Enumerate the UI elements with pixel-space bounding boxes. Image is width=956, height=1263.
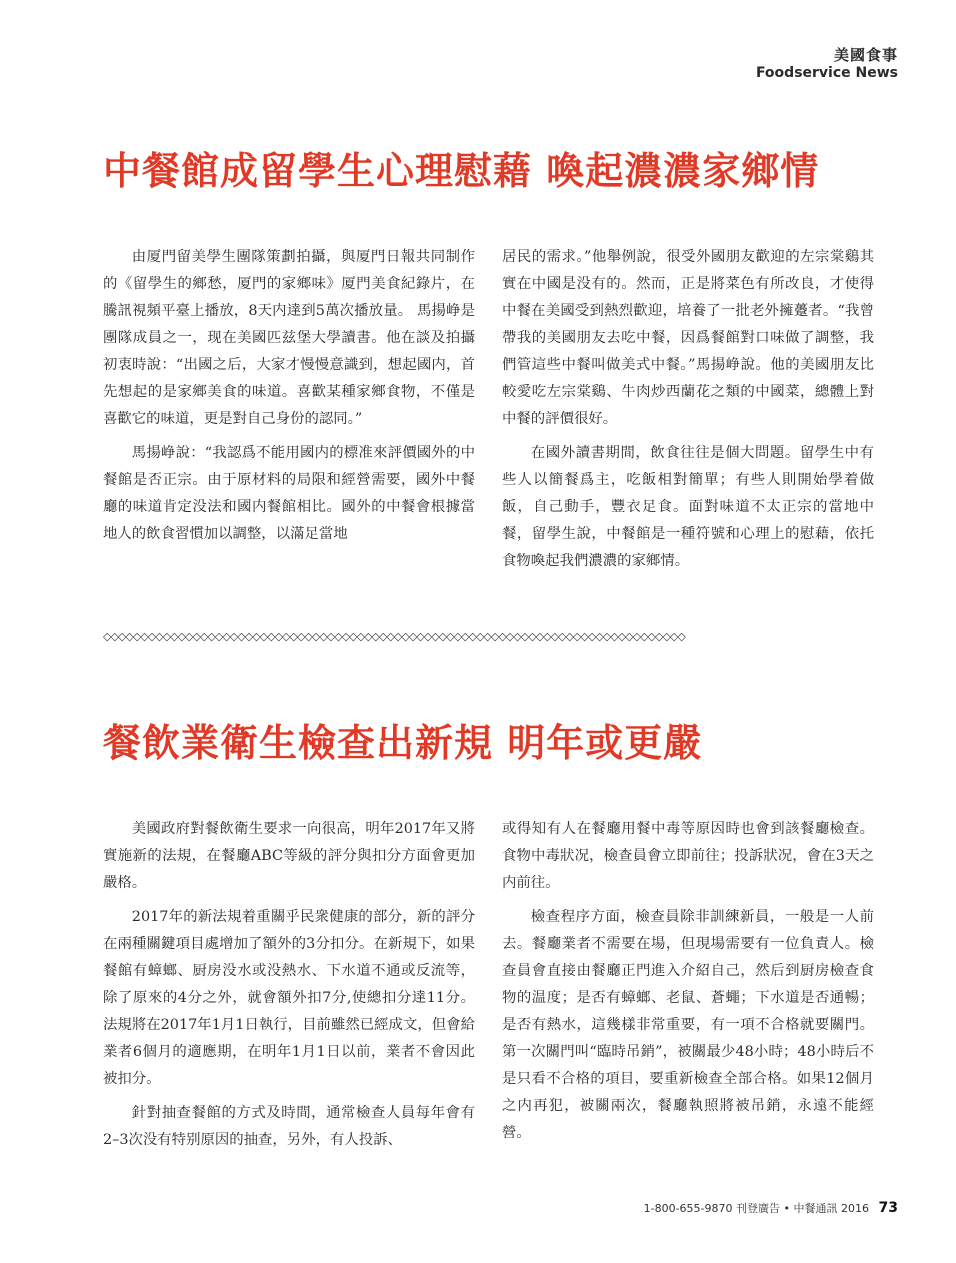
page-footer	[644, 1200, 898, 1216]
article-1-right-column	[502, 244, 874, 575]
page-number: 73	[878, 1200, 898, 1216]
diamond-divider: ◇◇◇◇◇◇◇◇◇◇◇◇◇◇◇◇◇◇◇◇◇◇◇◇◇◇◇◇◇◇◇◇◇◇◇◇◇◇◇◇◇◇◇◇◇◇◇◇◇◇◇◇◇◇◇◇◇◇◇◇◇◇◇◇◇◇◇◇◇◇◇◇◇◇◇◇◇◇	[103, 630, 685, 643]
article-2-left-column	[103, 816, 475, 1154]
article-1-left-column	[103, 244, 475, 548]
paragraph: 居民的需求。”他舉例說，很受外國朋友歡迎的左宗棠鷄其實在中國是没有的。然而，正是將菜色有所改良，才使得中餐在美國受到熱烈歡迎，培養了一批老外擁躉者。“我曾帶我的美國朋友去吃中餐，因爲餐館對口味做了調整，我們管這些中餐叫做美式中餐。”馬揚峥說。他的美國朋友比較愛吃左宗棠鷄、牛肉炒西蘭花之類的中國菜，總體上對中餐的評價很好。	[502, 249, 874, 427]
paragraph: 2017年的新法規着重關乎民衆健康的部分，新的評分在兩種關鍵項目處增加了額外的3分扣分。在新規下，如果餐館有蟑螂、厨房没水或没熱水、下水道不通或反流等，除了原來的4分之外，就會額外扣7分,使總扣分達11分。法規將在2017年1月1日執行，目前雖然已經成文，但會給業者6個月的適應期，在明年1月1日以前，業者不會因此被扣分。	[103, 909, 475, 1087]
paragraph: 針對抽查餐館的方式及時間，通常檢查人員每年會有2–3次没有特别原因的抽查，另外，有人投訴、	[103, 1105, 475, 1148]
footer-phone: 1-800-655-9870	[643, 1202, 733, 1215]
paragraph: 由厦門留美學生團隊策劃拍攝，與厦門日報共同制作的《留學生的鄉愁，厦門的家鄉味》厦門美食紀錄片，在騰訊視頻平臺上播放，8天内達到5萬次播放量。 馬揚峥是團隊成員之一，现在美國匹兹堡大學讀書。他在談及拍攝初衷時說：“出國之后，大家才慢慢意識到，想起國内，首先想起的是家鄉美食的味道。喜歡某種家鄉食物，不僅是喜歡它的味道，更是對自己身份的認同。”	[103, 249, 475, 427]
footer-text: 刊登廣告 • 中餐通訊 2016	[736, 1202, 870, 1215]
paragraph: 或得知有人在餐廳用餐中毒等原因時也會到該餐廳檢查。食物中毒狀况，檢查員會立即前往；投訴狀况，會在3天之内前往。	[502, 821, 874, 891]
article-2-title: 餐飲業衛生檢查出新規 明年或更嚴	[103, 720, 703, 765]
paragraph: 馬揚峥說：“我認爲不能用國内的標准來評價國外的中餐館是否正宗。由于原材料的局限和經營需要，國外中餐廳的味道肯定没法和國内餐館相比。國外的中餐會根據當地人的飲食習慣加以調整，以滿足當地	[103, 445, 475, 542]
paragraph: 在國外讀書期間，飲食往往是個大問題。留學生中有些人以簡餐爲主，吃飯相對簡單；有些人則開始學着做飯，自己動手，豐衣足食。面對味道不太正宗的當地中餐，留學生說，中餐館是一種符號和心理上的慰藉，依托食物喚起我們濃濃的家鄉情。	[502, 445, 874, 569]
article-2-right-column	[502, 816, 874, 1147]
section-name-en: Foodservice News	[755, 65, 898, 81]
paragraph: 檢查程序方面，檢查員除非訓練新員，一般是一人前去。餐廳業者不需要在場，但現場需要有一位負責人。檢查員會直接由餐廳正門進入介紹自己，然后到厨房檢查食物的温度；是否有蟑螂、老鼠、蒼蠅；下水道是否通暢；是否有熱水，這幾樣非常重要，有一項不合格就要關門。第一次關門叫“臨時吊銷”，被關最少48小時；48小時后不是只看不合格的項目，要重新檢查全部合格。如果12個月之内再犯，被關兩次，餐廳執照將被吊銷，永遠不能經營。	[502, 909, 874, 1141]
article-1-title: 中餐館成留學生心理慰藉 喚起濃濃家鄉情	[103, 148, 820, 193]
section-name-zh: 美國食事	[833, 46, 898, 64]
paragraph: 美國政府對餐飲衛生要求一向很高，明年2017年又將實施新的法規，在餐廳ABC等級的評分與扣分方面會更加嚴格。	[103, 821, 475, 891]
magazine-header	[756, 46, 898, 82]
